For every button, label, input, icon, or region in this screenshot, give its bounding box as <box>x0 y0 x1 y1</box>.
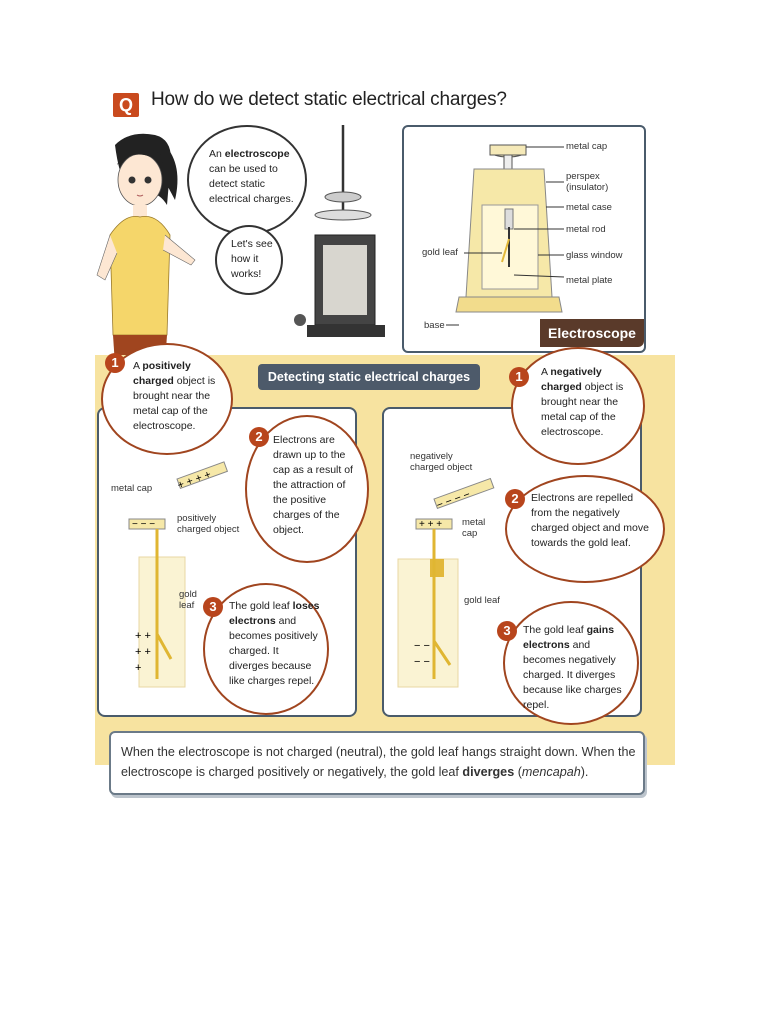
section-title: Detecting static electrical charges <box>258 364 480 390</box>
label-metal-rod: metal rod <box>566 224 606 235</box>
right-step3-pre: The gold leaf <box>523 624 587 636</box>
svg-text:− − − −: − − − − <box>434 488 472 512</box>
small-speech-bubble <box>215 225 283 295</box>
right-step1-pre: A <box>541 366 551 378</box>
left-step3-number: 3 <box>203 597 223 617</box>
intro-text-pre: An <box>209 148 225 160</box>
svg-text:− −: − − <box>414 656 430 668</box>
label-metal-plate: metal plate <box>566 275 613 286</box>
label-metal-cap: metal cap <box>566 141 608 152</box>
summary-part1: When the electroscope is not charged (neutral), the gold leaf hangs straight down. When the electroscope is charged positively or negatively, the gold leaf <box>121 745 636 779</box>
left-label-pos-object: positively charged object <box>177 513 240 535</box>
left-step1-number: 1 <box>105 353 125 373</box>
right-step1-bold: negatively charged <box>541 366 602 393</box>
right-step1-post: object is brought near the metal cap of the electroscope. <box>541 381 624 438</box>
intro-text-bold: electroscope <box>224 148 290 160</box>
right-step3-post: and becomes negatively charged. It diverges because like charges repel. <box>523 639 622 711</box>
label-glass-window: glass window <box>566 250 623 261</box>
left-step3-post: and becomes positively charged. It diverges because like charges repel. <box>229 615 318 687</box>
svg-text:+ +: + + <box>135 630 151 642</box>
right-label-gold-leaf: gold leaf <box>464 595 500 606</box>
question-badge: Q <box>113 93 139 117</box>
left-step3-pre: The gold leaf <box>229 600 293 612</box>
right-step2-text: Electrons are repelled from the negatively charged object and move towards the gold leaf. <box>531 492 649 549</box>
svg-text:+ + + +: + + + + <box>175 468 213 492</box>
label-base: base <box>424 320 445 331</box>
left-step1-pre: A <box>133 360 143 372</box>
summary-part2: ( <box>514 765 522 779</box>
svg-text:+ +: + + <box>135 646 151 658</box>
left-label-gold-leaf: gold leaf <box>179 589 197 611</box>
electroscope-photo <box>285 125 405 355</box>
right-step3-bold: gains electrons <box>523 624 615 651</box>
textbook-page <box>95 85 675 797</box>
page-title: How do we detect static electrical charges? <box>151 89 507 110</box>
label-perspex: perspex (insulator) <box>566 171 609 193</box>
summary-text <box>121 742 636 782</box>
svg-text:− − −: − − − <box>132 519 156 530</box>
left-label-metal-cap: metal cap <box>111 483 153 494</box>
summary-part3: ). <box>580 765 589 779</box>
label-metal-case: metal case <box>566 202 612 213</box>
electroscope-tag: Electroscope <box>540 319 644 347</box>
svg-text:+: + <box>135 662 142 674</box>
intro-text-post: can be used to detect static electrical charges. <box>209 163 294 205</box>
right-label-metal-cap: metal cap <box>462 517 486 539</box>
left-step2-number: 2 <box>249 427 269 447</box>
girl-illustration <box>95 125 205 365</box>
left-step2-text: Electrons are drawn up to the cap as a result of the attraction of the positive charges of the object. <box>273 434 353 536</box>
right-step3-bubble <box>503 601 639 725</box>
label-gold-leaf: gold leaf <box>422 247 458 258</box>
left-step3-bold: loses electrons <box>229 600 320 627</box>
svg-text:+ + +: + + + <box>419 519 443 530</box>
left-step1-bold: positively charged <box>133 360 191 387</box>
electroscope-diagram <box>404 127 644 351</box>
right-step1-number: 1 <box>509 367 529 387</box>
summary-italic: mencapah <box>521 765 581 779</box>
small-bubble-text: Let's see how it works! <box>231 238 273 280</box>
right-step2-number: 2 <box>505 489 525 509</box>
right-step1-bubble <box>511 347 645 465</box>
svg-text:− −: − − <box>414 640 430 652</box>
right-step2-bubble <box>505 475 665 583</box>
summary-bold: diverges <box>462 765 515 779</box>
summary-box <box>109 731 645 795</box>
right-step3-number: 3 <box>497 621 517 641</box>
left-step1-post: object is brought near the metal cap of the electroscope. <box>133 375 216 432</box>
right-label-neg-object: negatively charged object <box>410 451 473 473</box>
